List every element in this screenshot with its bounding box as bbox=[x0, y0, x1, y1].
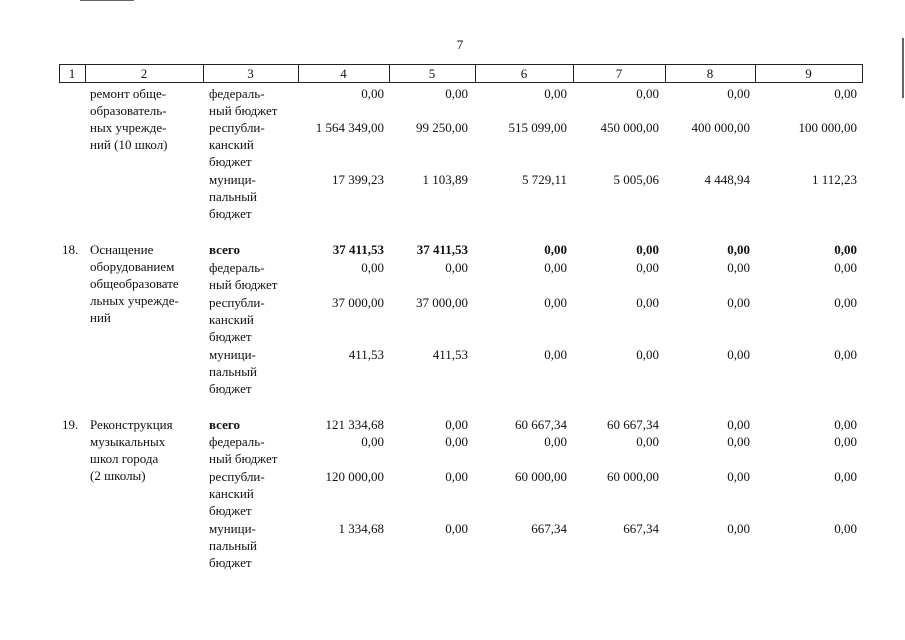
value-cell: 667,34 bbox=[531, 521, 567, 536]
funding-source-line: пальный bbox=[209, 189, 257, 204]
value-cell: 0,00 bbox=[636, 347, 659, 362]
value-cell: 0,00 bbox=[445, 521, 468, 536]
funding-source-line: ный бюджет bbox=[209, 277, 278, 292]
funding-source-line: муници- bbox=[209, 172, 256, 187]
row-name-line: общеобразовате bbox=[90, 276, 179, 291]
value-cell: 5 005,06 bbox=[613, 172, 659, 187]
column-header-5: 5 bbox=[428, 66, 436, 81]
value-cell: 0,00 bbox=[834, 521, 857, 536]
value-cell: 37 000,00 bbox=[332, 295, 384, 310]
value-cell: 0,00 bbox=[727, 434, 750, 449]
value-cell: 17 399,23 bbox=[332, 172, 384, 187]
value-cell: 99 250,00 bbox=[416, 120, 468, 135]
value-cell: 0,00 bbox=[636, 434, 659, 449]
row-name-line: оборудованием bbox=[90, 259, 175, 274]
value-cell: 120 000,00 bbox=[325, 469, 384, 484]
row-name-line: образователь- bbox=[90, 103, 167, 118]
column-header-6: 6 bbox=[520, 66, 528, 81]
funding-source-line: пальный bbox=[209, 364, 257, 379]
funding-source-line: ный бюджет bbox=[209, 103, 278, 118]
value-cell: 60 667,34 bbox=[515, 417, 567, 432]
funding-source-line: республи- bbox=[209, 295, 265, 310]
page-number: 7 bbox=[456, 37, 464, 52]
row-name-line: ний (10 школ) bbox=[90, 137, 168, 152]
value-cell: 0,00 bbox=[834, 434, 857, 449]
row-name-line: льных учрежде- bbox=[90, 293, 179, 308]
row-number: 18. bbox=[62, 242, 79, 257]
value-cell: 4 448,94 bbox=[704, 172, 750, 187]
value-cell: 0,00 bbox=[727, 295, 750, 310]
funding-source-line: республи- bbox=[209, 469, 265, 484]
value-cell: 1 334,68 bbox=[338, 521, 384, 536]
funding-source-line: бюджет bbox=[209, 206, 252, 221]
value-cell: 0,00 bbox=[727, 347, 750, 362]
value-cell: 1 564 349,00 bbox=[315, 120, 384, 135]
column-header-4: 4 bbox=[340, 66, 347, 81]
value-cell: 0,00 bbox=[727, 242, 750, 257]
value-cell: 0,00 bbox=[445, 86, 468, 101]
funding-source-line: федераль- bbox=[209, 434, 265, 449]
value-cell: 0,00 bbox=[727, 521, 750, 536]
value-cell: 0,00 bbox=[834, 86, 857, 101]
funding-source-line: канский bbox=[209, 312, 254, 327]
value-cell: 667,34 bbox=[623, 521, 659, 536]
row-name-line: Оснащение bbox=[90, 242, 154, 257]
value-cell: 60 667,34 bbox=[607, 417, 659, 432]
row-name-line: ремонт обще- bbox=[90, 86, 167, 101]
value-cell: 0,00 bbox=[361, 434, 384, 449]
value-cell: 0,00 bbox=[361, 86, 384, 101]
value-cell: 0,00 bbox=[834, 260, 857, 275]
column-header-3: 3 bbox=[247, 66, 254, 81]
value-cell: 100 000,00 bbox=[798, 120, 857, 135]
value-cell: 400 000,00 bbox=[691, 120, 750, 135]
value-cell: 0,00 bbox=[727, 86, 750, 101]
value-cell: 0,00 bbox=[445, 469, 468, 484]
funding-source-line: республи- bbox=[209, 120, 265, 135]
value-cell: 0,00 bbox=[636, 260, 659, 275]
table-header-bottom-border bbox=[59, 82, 862, 83]
row-name-line: школ города bbox=[90, 451, 159, 466]
value-cell: 0,00 bbox=[727, 417, 750, 432]
value-cell: 0,00 bbox=[834, 417, 857, 432]
funding-source-line: бюджет bbox=[209, 381, 252, 396]
funding-source-line: бюджет bbox=[209, 555, 252, 570]
value-cell: 515 099,00 bbox=[508, 120, 567, 135]
funding-source-line: федераль- bbox=[209, 260, 265, 275]
column-header-2: 2 bbox=[140, 66, 148, 81]
column-header-7: 7 bbox=[615, 66, 623, 81]
funding-source-line: пальный bbox=[209, 538, 257, 553]
column-header-9: 9 bbox=[805, 66, 812, 81]
value-cell: 0,00 bbox=[834, 347, 857, 362]
scan-mark-top bbox=[80, 0, 134, 1]
value-cell: 0,00 bbox=[544, 295, 567, 310]
funding-source-line: бюджет bbox=[209, 329, 252, 344]
funding-source-line: бюджет bbox=[209, 503, 252, 518]
row-number: 19. bbox=[62, 417, 79, 432]
value-cell: 0,00 bbox=[834, 469, 857, 484]
row-name-line: музыкальных bbox=[90, 434, 166, 449]
funding-source-line: ный бюджет bbox=[209, 451, 278, 466]
funding-source-line: канский bbox=[209, 486, 254, 501]
value-cell: 0,00 bbox=[834, 295, 857, 310]
value-cell: 0,00 bbox=[636, 242, 659, 257]
value-cell: 0,00 bbox=[727, 260, 750, 275]
value-cell: 0,00 bbox=[445, 260, 468, 275]
row-name-line: Реконструкция bbox=[90, 417, 173, 432]
value-cell: 0,00 bbox=[544, 86, 567, 101]
table-header-divider bbox=[862, 64, 863, 83]
scan-mark-right bbox=[902, 38, 904, 98]
funding-source-line: муници- bbox=[209, 521, 256, 536]
value-cell: 0,00 bbox=[544, 434, 567, 449]
value-cell: 0,00 bbox=[445, 417, 468, 432]
value-cell: 0,00 bbox=[544, 242, 567, 257]
funding-source-line: муници- bbox=[209, 347, 256, 362]
funding-source-line: федераль- bbox=[209, 86, 265, 101]
value-cell: 37 000,00 bbox=[416, 295, 468, 310]
funding-source-line: всего bbox=[209, 417, 240, 432]
funding-source-line: канский bbox=[209, 137, 254, 152]
value-cell: 0,00 bbox=[834, 242, 857, 257]
column-header-8: 8 bbox=[706, 66, 714, 81]
value-cell: 0,00 bbox=[445, 434, 468, 449]
value-cell: 1 112,23 bbox=[811, 172, 857, 187]
row-name-line: ных учрежде- bbox=[90, 120, 167, 135]
value-cell: 0,00 bbox=[727, 469, 750, 484]
value-cell: 0,00 bbox=[544, 260, 567, 275]
row-name-line: (2 школы) bbox=[90, 468, 146, 483]
value-cell: 37 411,53 bbox=[332, 242, 384, 257]
value-cell: 411,53 bbox=[432, 347, 468, 362]
value-cell: 0,00 bbox=[544, 347, 567, 362]
value-cell: 0,00 bbox=[636, 295, 659, 310]
value-cell: 411,53 bbox=[348, 347, 384, 362]
value-cell: 60 000,00 bbox=[607, 469, 659, 484]
value-cell: 60 000,00 bbox=[515, 469, 567, 484]
funding-source-line: всего bbox=[209, 242, 240, 257]
row-name-line: ний bbox=[90, 310, 111, 325]
value-cell: 5 729,11 bbox=[521, 172, 567, 187]
funding-source-line: бюджет bbox=[209, 154, 252, 169]
value-cell: 450 000,00 bbox=[600, 120, 659, 135]
value-cell: 1 103,89 bbox=[422, 172, 468, 187]
value-cell: 0,00 bbox=[636, 86, 659, 101]
column-header-1: 1 bbox=[68, 66, 76, 81]
value-cell: 0,00 bbox=[361, 260, 384, 275]
value-cell: 37 411,53 bbox=[416, 242, 468, 257]
value-cell: 121 334,68 bbox=[325, 417, 384, 432]
